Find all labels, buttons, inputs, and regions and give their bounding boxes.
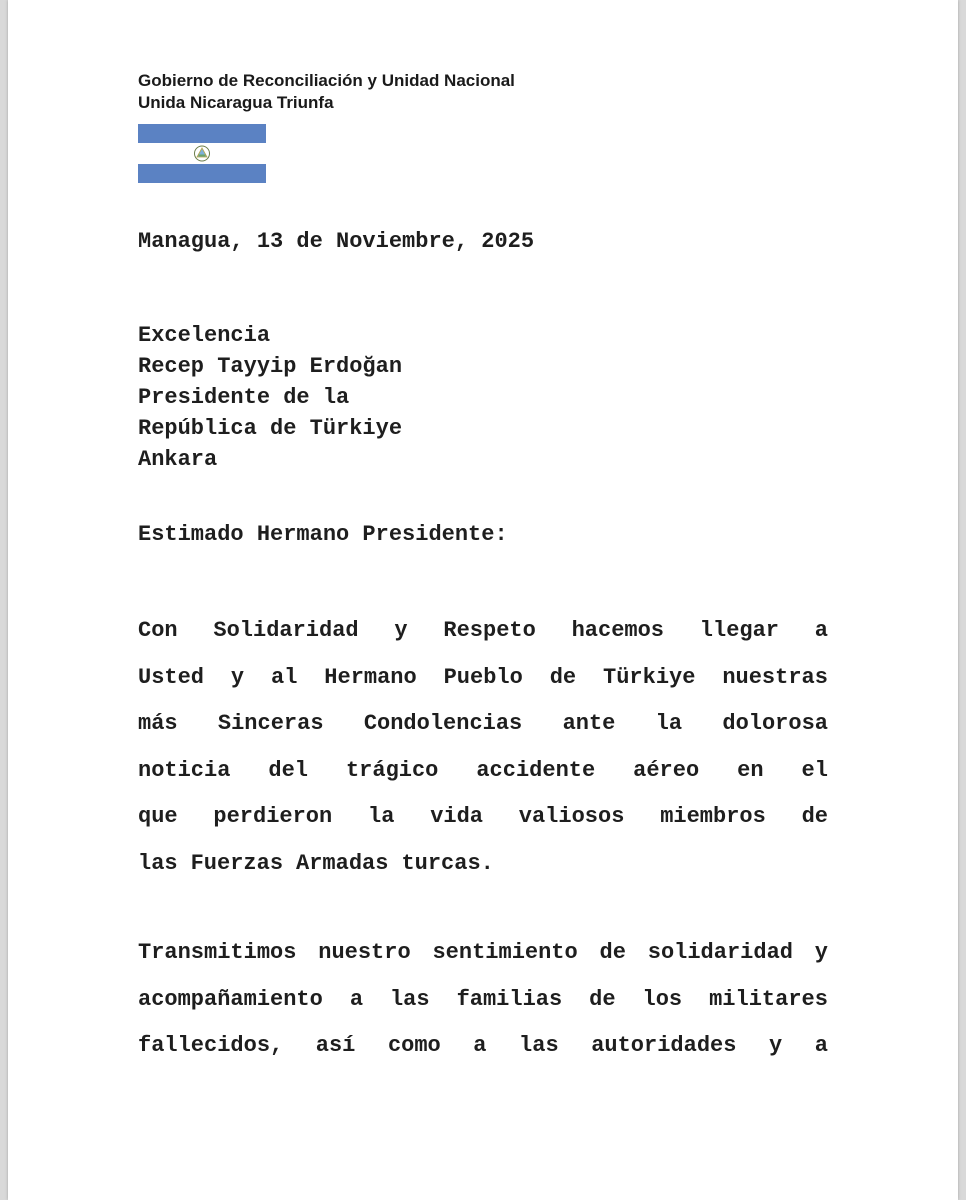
salutation: Estimado Hermano Presidente: — [138, 522, 508, 547]
word: valiosos — [518, 804, 625, 829]
word: Pueblo — [443, 664, 523, 690]
word: militares — [709, 986, 828, 1012]
paragraph-line — [138, 841, 828, 888]
word: las — [389, 986, 430, 1012]
paragraph-line — [138, 930, 828, 977]
word: a — [349, 986, 364, 1012]
word: a — [814, 1033, 828, 1058]
word: de — [589, 986, 616, 1012]
word: nuestras — [722, 664, 828, 690]
word: de — [549, 664, 577, 690]
word: familias — [456, 986, 563, 1012]
word: de — [801, 804, 828, 829]
flag-bottom-stripe — [138, 164, 266, 183]
recipient-line: Ankara — [138, 447, 218, 472]
word: perdieron — [213, 804, 333, 829]
paragraph-line — [138, 655, 828, 702]
word: fallecidos, — [138, 1033, 284, 1058]
paragraph-line — [138, 608, 828, 655]
word: Türkiye — [603, 664, 696, 690]
word: ante — [562, 711, 616, 736]
word: Fuerzas — [190, 850, 284, 876]
word: noticia — [138, 757, 231, 783]
recipient-line: República de Türkiye — [138, 416, 403, 441]
word: de — [599, 940, 626, 965]
word: trágico — [345, 757, 439, 783]
nicaragua-flag — [138, 124, 266, 183]
coat-of-arms-icon — [193, 145, 211, 162]
word: a — [814, 618, 828, 643]
word: Respeto — [443, 618, 536, 643]
flag-middle-stripe — [138, 143, 266, 164]
paragraph-line — [138, 977, 828, 1024]
word: más — [138, 711, 178, 736]
word: Sinceras — [217, 711, 324, 736]
word: en — [737, 757, 764, 783]
word: Armadas — [296, 850, 389, 876]
word: Hermano — [324, 664, 417, 690]
word: así — [315, 1033, 356, 1058]
word: y — [394, 618, 408, 643]
word: los — [642, 986, 683, 1012]
word: Condolencias — [363, 711, 523, 736]
word: vida — [430, 804, 483, 829]
word: como — [387, 1033, 441, 1058]
letter-date: Managua, 13 de Noviembre, 2025 — [138, 229, 535, 254]
word: la — [368, 804, 395, 829]
word: al — [271, 664, 298, 690]
word: nuestro — [318, 940, 411, 965]
word: Solidaridad — [213, 618, 359, 643]
word: hacemos — [571, 618, 665, 643]
word: y — [814, 940, 828, 965]
flag-top-stripe — [138, 124, 266, 143]
word: Con — [138, 618, 178, 643]
word: y — [768, 1033, 783, 1058]
letterhead — [138, 70, 515, 114]
recipient-line: Recep Tayyip Erdoğan — [138, 354, 403, 379]
word: a — [473, 1033, 487, 1058]
word: dolorosa — [722, 711, 828, 736]
word: solidaridad — [647, 940, 793, 965]
word: Transmitimos — [138, 940, 297, 965]
paragraph-line — [138, 1023, 828, 1070]
body-paragraph — [138, 930, 828, 1070]
body-paragraph — [138, 608, 828, 887]
recipient-line: Excelencia — [138, 323, 271, 348]
word: llegar — [699, 618, 780, 643]
word: que — [138, 804, 178, 829]
word: miembros — [660, 804, 766, 829]
word: turcas. — [401, 850, 494, 876]
letter-page — [8, 0, 958, 1200]
word: aéreo — [633, 757, 700, 783]
letterhead-government-name: Gobierno de Reconciliación y Unidad Nacional — [138, 71, 515, 90]
recipient-line: Presidente de la — [138, 385, 350, 410]
paragraph-line — [138, 794, 828, 841]
word: el — [801, 757, 828, 783]
word: del — [268, 757, 308, 783]
word: la — [655, 711, 683, 736]
word: acompañamiento — [138, 986, 323, 1012]
word: sentimiento — [432, 940, 578, 965]
word: las — [519, 1033, 559, 1058]
word: y — [230, 664, 245, 690]
word: autoridades — [591, 1033, 737, 1058]
paragraph-line — [138, 701, 828, 748]
word: accidente — [476, 757, 596, 783]
paragraph-line — [138, 748, 828, 795]
recipient-block — [138, 320, 402, 475]
word: Usted — [138, 664, 205, 690]
letterhead-slogan: Unida Nicaragua Triunfa — [138, 93, 334, 112]
word: las — [138, 850, 178, 876]
